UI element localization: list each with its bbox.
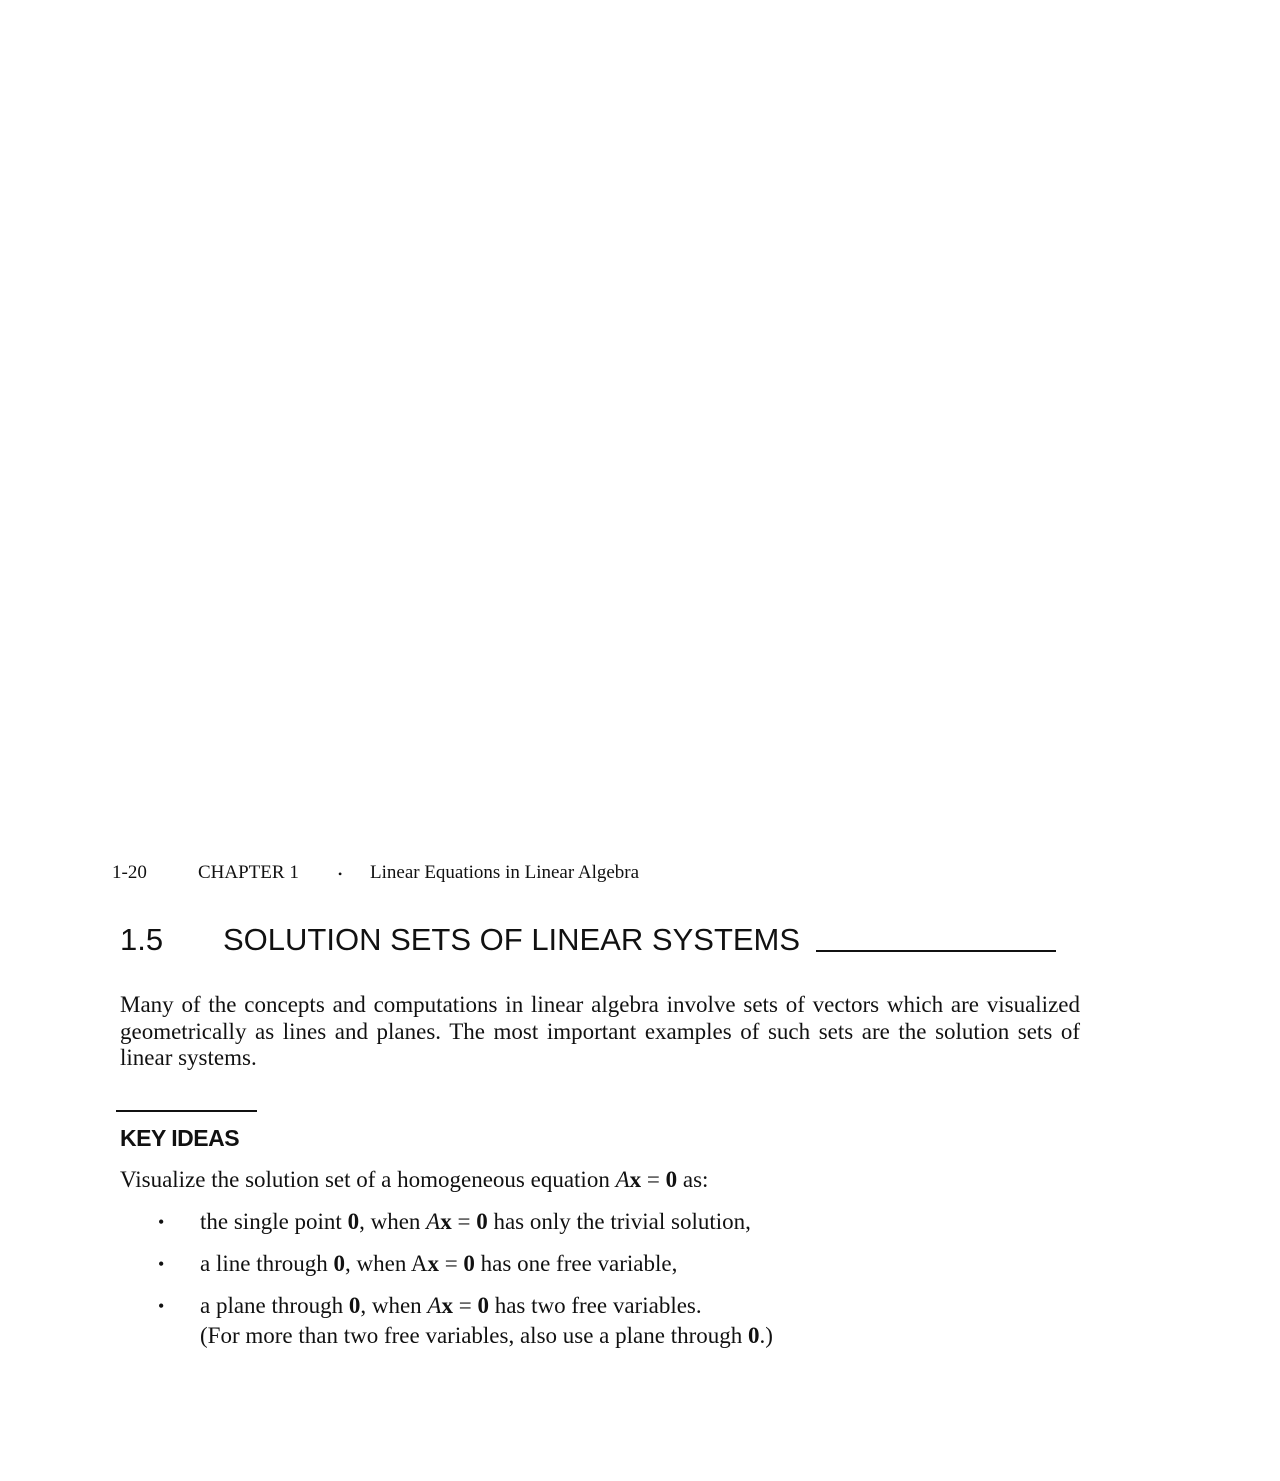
- header-bullet: •: [338, 866, 343, 881]
- lead-text: Visualize the solution set of a homogeneous equation: [120, 1167, 616, 1192]
- matrix-symbol: A: [615, 1167, 630, 1192]
- section-number: 1.5: [120, 922, 164, 957]
- key-ideas-rule: [116, 1110, 257, 1112]
- key-ideas-heading: KEY IDEAS: [120, 1125, 240, 1151]
- key-ideas-lead: [120, 1166, 708, 1194]
- list-item: [0, 1249, 773, 1279]
- list-item: [0, 1207, 773, 1237]
- equals-sign: =: [641, 1167, 666, 1192]
- intro-paragraph: Many of the concepts and computations in linear algebra involve sets of vectors which are visualized geometrically as lines and planes. The most important examples of such sets are the solution sets of linear systems.: [120, 992, 1080, 1070]
- heading-rule: [816, 950, 1056, 952]
- list-item-text: the single point 0, when Ax = 0 has only the trivial solution,: [200, 1209, 751, 1234]
- list-item-text: a plane through 0, when Ax = 0 has two free variables.: [200, 1293, 702, 1318]
- running-header: [112, 861, 639, 886]
- bullet-icon: •: [158, 1254, 165, 1274]
- section-heading: [120, 920, 1056, 960]
- zero-vector: 0: [665, 1167, 678, 1192]
- chapter-label: CHAPTER 1: [198, 862, 299, 883]
- list-item: [0, 1291, 773, 1351]
- lead-suffix: as:: [677, 1167, 709, 1192]
- list-item-text: a line through 0, when Ax = 0 has one free variable,: [200, 1251, 678, 1276]
- page-number: 1-20: [112, 862, 147, 883]
- bullet-icon: •: [158, 1212, 165, 1232]
- key-ideas-list: [0, 1207, 773, 1363]
- vector-symbol: x: [629, 1167, 642, 1192]
- section-title: SOLUTION SETS OF LINEAR SYSTEMS: [223, 922, 801, 957]
- bullet-icon: •: [158, 1296, 165, 1316]
- chapter-title: Linear Equations in Linear Algebra: [370, 862, 640, 883]
- list-item-note: (For more than two free variables, also use a plane through 0.): [200, 1323, 773, 1348]
